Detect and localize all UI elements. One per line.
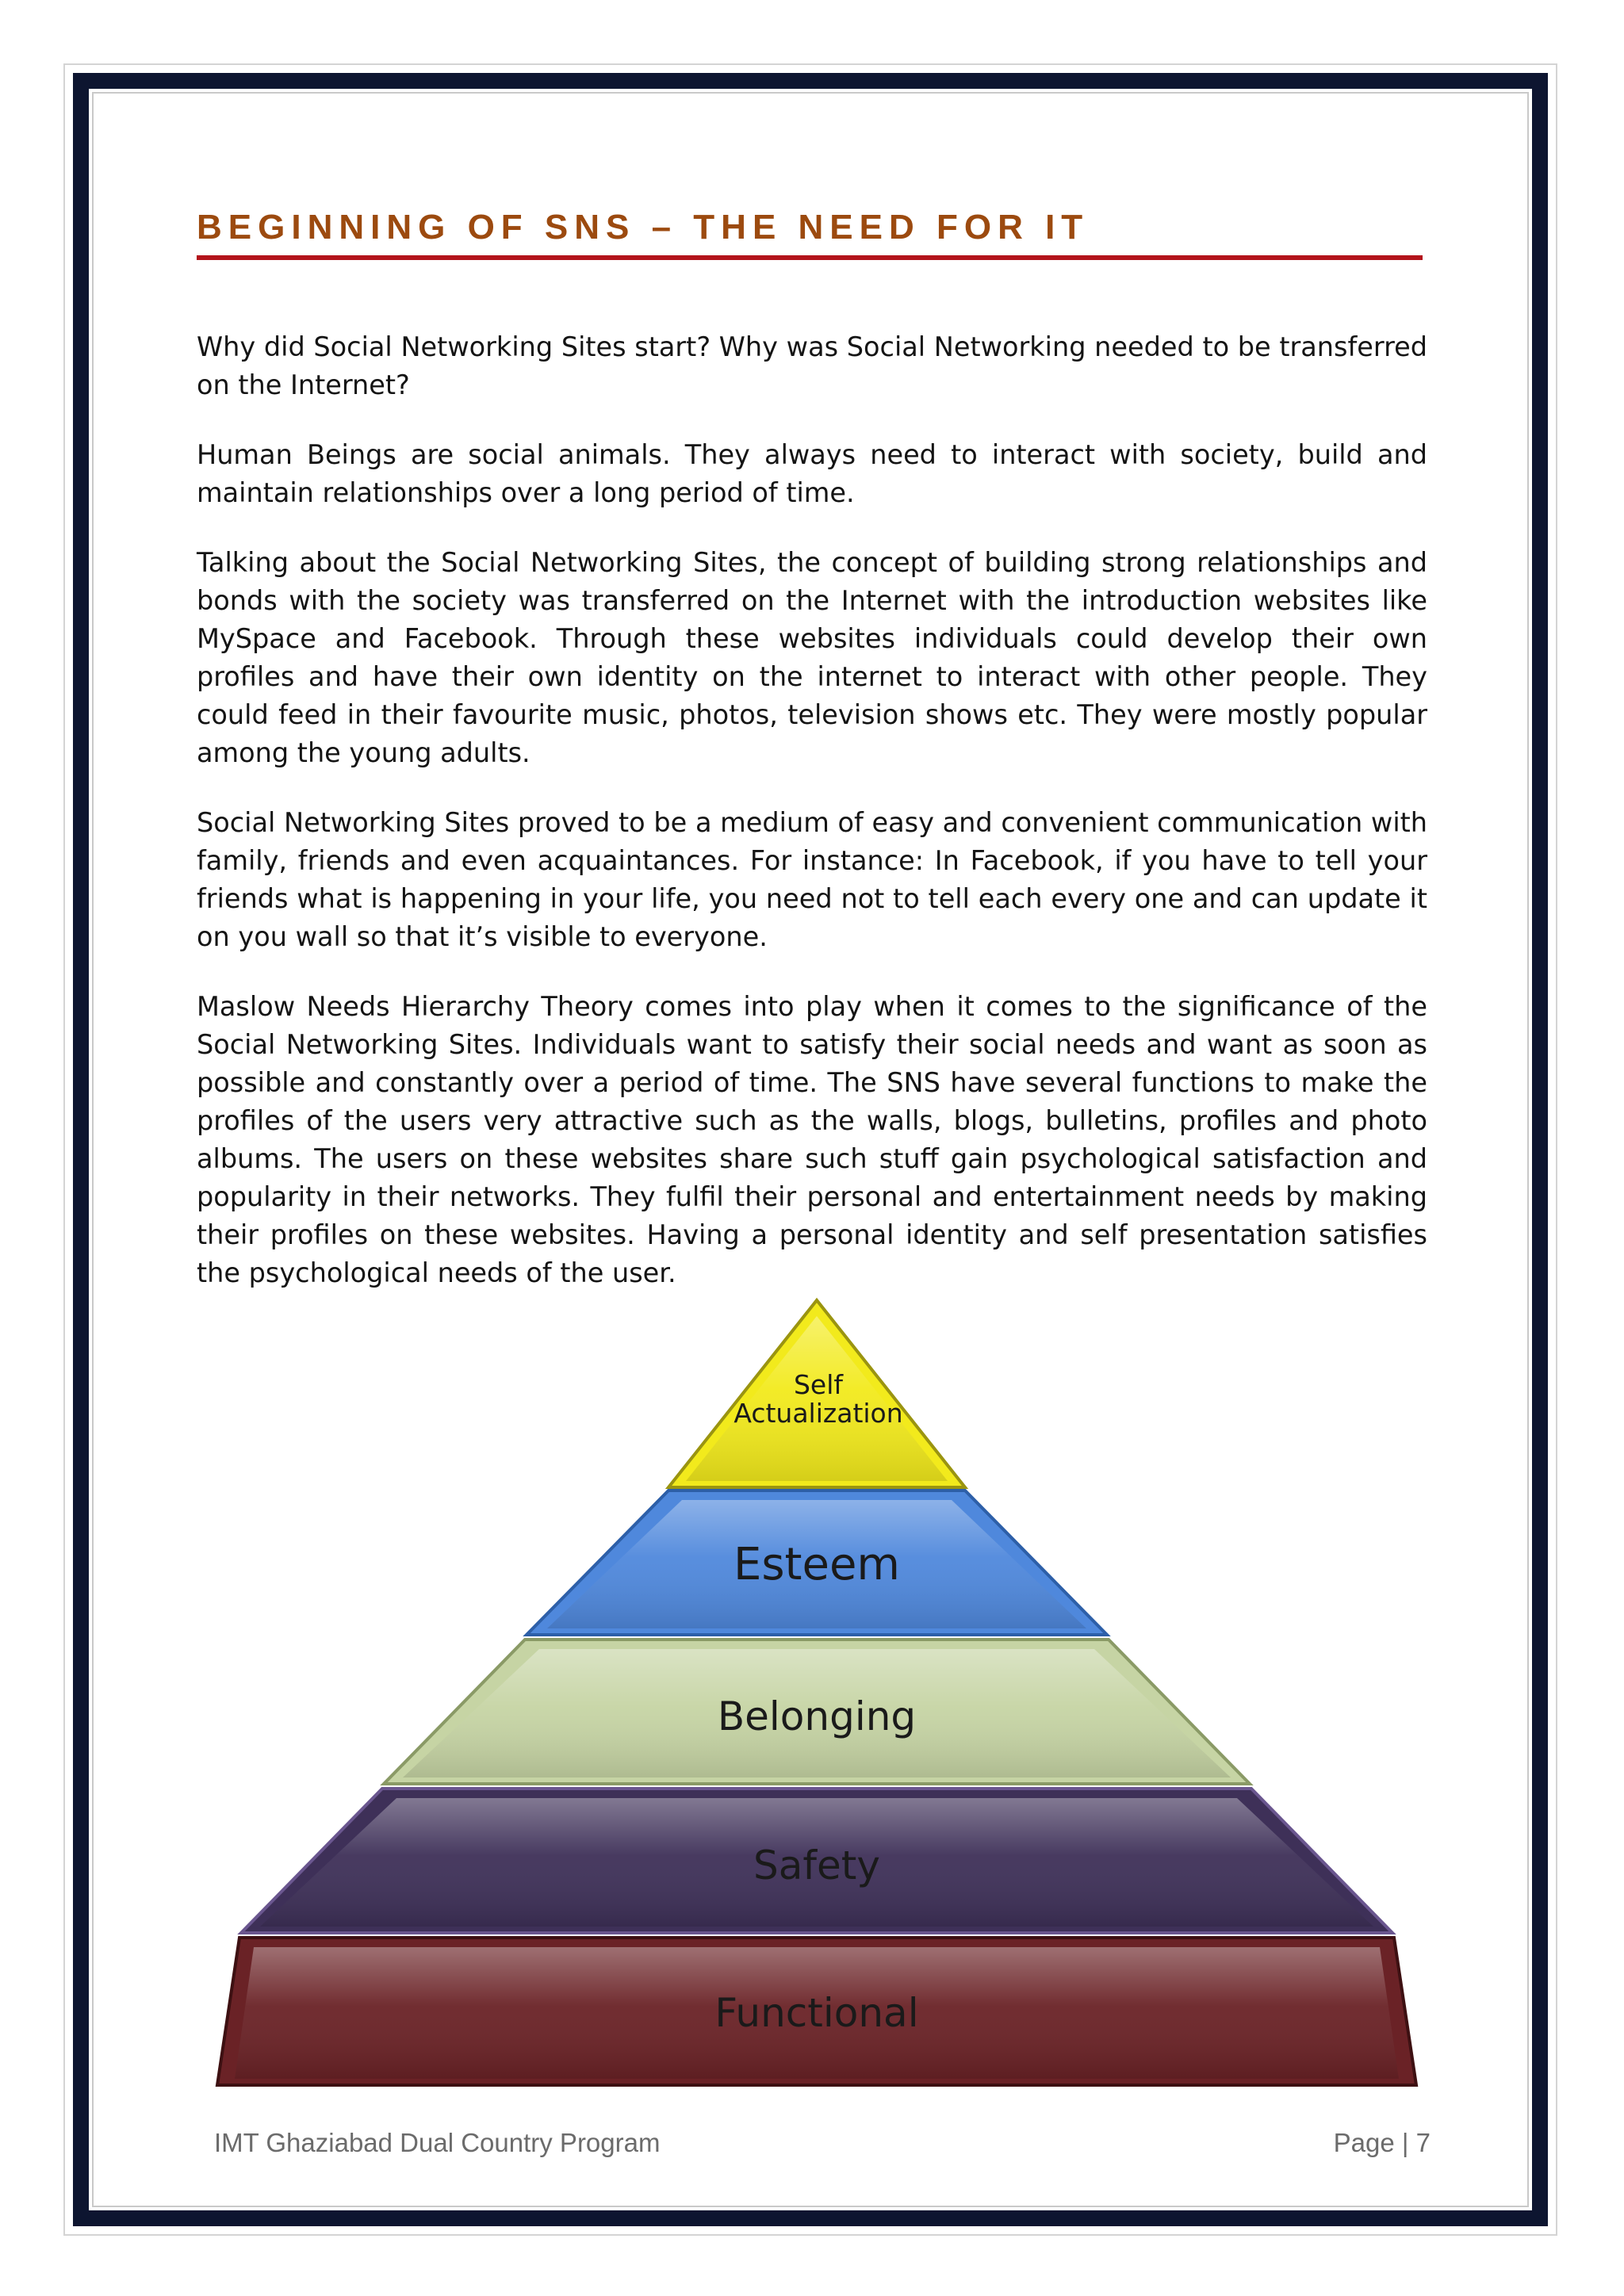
paragraph-2: Human Beings are social animals. They always need to interact with society, build and maintain relationships over a long period of time. — [197, 439, 1427, 508]
paragraph-3: Talking about the Social Networking Sites, the concept of building strong relationships and bonds with the society was transferred on the Internet with the introduction websites like MySpace and Facebook. Through these websites individuals could develop their own profiles and have their own identity on the internet to interact with other people. They could feed in their favourite music, photos, television shows etc. They were mostly popular among the young adults. — [197, 547, 1427, 768]
paragraph-4: Social Networking Sites proved to be a medium of easy and convenient communication with family, friends and even acquaintances. For instance: In Facebook, if you have to tell your friends what is happening in your life, you need not to tell each every one and can update it on you wall so that it’s visible to everyone. — [197, 807, 1427, 952]
footer-program-name: IMT Ghaziabad Dual Country Program — [214, 2128, 661, 2157]
maslow-pyramid-diagram — [214, 1292, 1419, 2093]
footer-page-number: Page | 7 — [1333, 2128, 1431, 2157]
pyramid-tier-belonging — [384, 1640, 1250, 1784]
pyramid-tier-safety — [241, 1789, 1392, 1933]
pyramid-tier-self-actualization — [668, 1300, 965, 1487]
tier-esteem-label: Esteem — [733, 1539, 900, 1590]
section-heading: BEGINNING OF SNS – THE NEED FOR IT — [197, 208, 1090, 247]
tier-self-label-line2: Actualization — [733, 1398, 903, 1429]
tier-belonging-label: Belonging — [717, 1693, 917, 1739]
page-footer — [214, 2128, 1431, 2160]
tier-functional-label: Functional — [714, 1990, 919, 2036]
pyramid-tier-esteem — [527, 1490, 1107, 1635]
tier-self-label-line1: Self — [793, 1369, 844, 1400]
main-content — [197, 206, 1427, 1324]
pyramid-tier-functional — [217, 1938, 1416, 2085]
tier-safety-label: Safety — [753, 1843, 880, 1888]
paragraph-1: Why did Social Networking Sites start? Why was Social Networking needed to be transferred on the Internet? — [197, 331, 1427, 400]
paragraph-5: Maslow Needs Hierarchy Theory comes into play when it comes to the significance of the Social Networking Sites. Individuals want to satisfy their social needs and want as soon as possible and constantly over a period of time. The SNS have several functions to make the profiles of the users very attractive such as the walls, blogs, bulletins, profiles and photo albums. The users on these websites share such stuff gain psychological satisfaction and popularity in their networks. They fulfil their personal and entertainment needs by making their profiles on these websites. Having a personal identity and self presentation satisfies the psychological needs of the user. — [197, 991, 1427, 1288]
heading-underline — [197, 255, 1423, 260]
